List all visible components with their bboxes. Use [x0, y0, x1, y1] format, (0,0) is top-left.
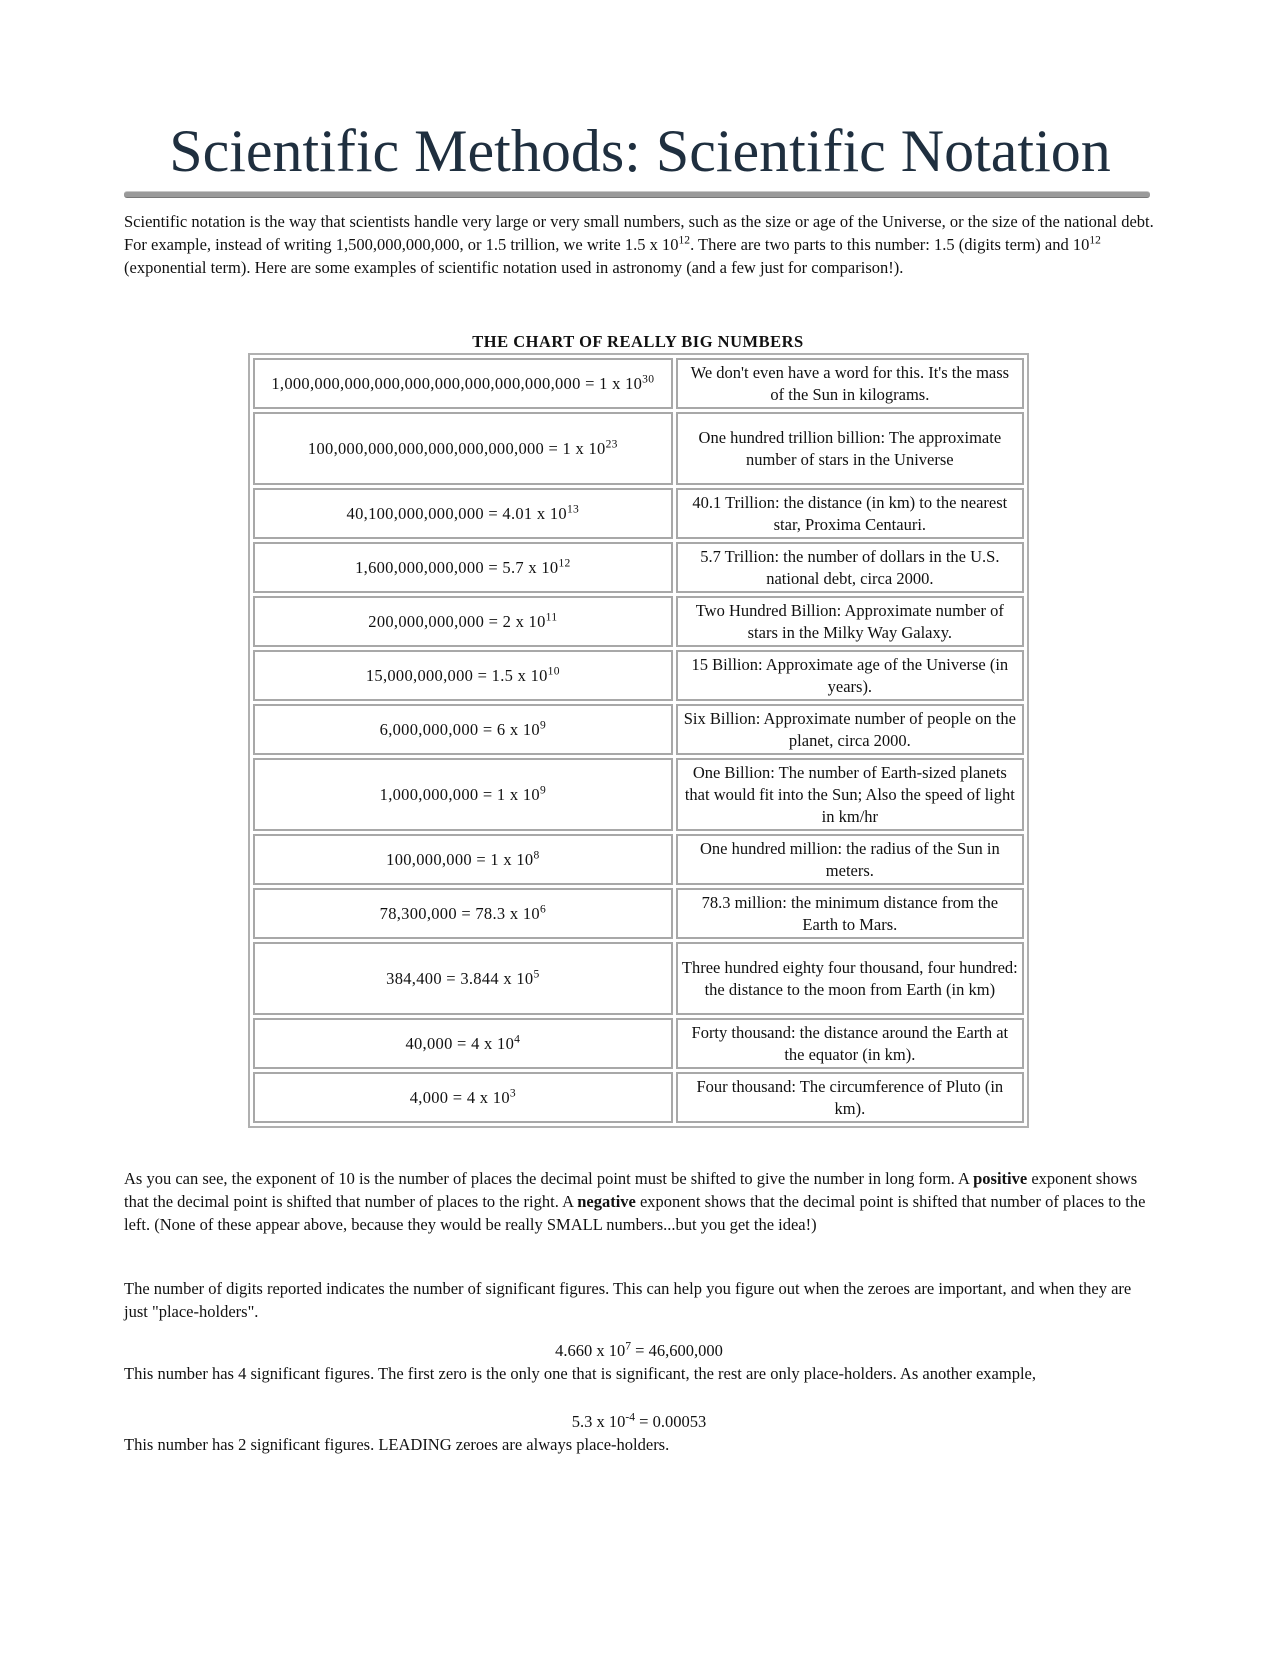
number-cell [253, 704, 673, 755]
table-row [253, 650, 1024, 701]
positive-term: positive [973, 1169, 1028, 1188]
intro-text-3: (exponential term). Here are some examples of scientific notation used in astronomy (and a few just for comparison!). [124, 258, 904, 277]
table-row [253, 888, 1024, 939]
number-value: 6,000,000,000 = 6 x 10 [379, 719, 540, 739]
table-row [253, 358, 1024, 409]
table-row [253, 704, 1024, 755]
description-cell: Forty thousand: the distance around the Earth at the equator (in km). [676, 1018, 1024, 1069]
example-1-exponent: 7 [625, 1340, 632, 1353]
number-value: 100,000,000,000,000,000,000,000 = 1 x 10 [307, 438, 606, 458]
number-value: 200,000,000,000 = 2 x 10 [368, 611, 546, 631]
chart-title: THE CHART OF REALLY BIG NUMBERS [472, 332, 804, 351]
description-cell: Two Hundred Billion: Approximate number of stars in the Milky Way Galaxy. [676, 596, 1024, 647]
description-cell: Three hundred eighty four thousand, four hundred: the distance to the moon from Earth (in km) [676, 942, 1024, 1015]
page-title: Scientific Methods: Scientific Notation [169, 118, 1111, 184]
number-exponent: 30 [642, 373, 655, 386]
table-row [253, 412, 1024, 485]
number-value: 1,000,000,000 = 1 x 10 [379, 784, 540, 804]
exponent-text-c: exponent shows that the decimal point is shifted that number of places to the left. (None of these appear above, because they would be really SMALL numbers...but you get the idea!) [124, 1192, 1146, 1234]
example-1-lhs: 4.660 x 10 [555, 1341, 626, 1360]
number-exponent: 3 [509, 1087, 516, 1100]
title-divider [124, 191, 1150, 198]
number-value: 78,300,000 = 78.3 x 10 [379, 903, 540, 923]
intro-exponent-1: 12 [678, 234, 691, 247]
number-exponent: 11 [545, 611, 558, 624]
number-value: 40,000 = 4 x 10 [405, 1033, 515, 1053]
table-row [253, 1018, 1024, 1069]
number-cell [253, 758, 673, 831]
number-value: 1,000,000,000,000,000,000,000,000,000,000 = 1 x 10 [271, 373, 643, 393]
example-1-note: This number has 4 significant figures. The first zero is the only one that is significant, the rest are only place-holders. As another example, [124, 1364, 1036, 1383]
number-cell [253, 1072, 673, 1123]
table-row [253, 596, 1024, 647]
sigfig-paragraph: The number of digits reported indicates the number of significant figures. This can help you figure out when the zeroes are important, and when they are just "place-holders". [124, 1279, 1132, 1321]
description-cell: Four thousand: The circumference of Pluto (in km). [676, 1072, 1024, 1123]
number-cell [253, 1018, 673, 1069]
table-row [253, 942, 1024, 1015]
description-cell: 15 Billion: Approximate age of the Universe (in years). [676, 650, 1024, 701]
example-equation-1 [124, 1339, 1154, 1362]
table-row [253, 834, 1024, 885]
table-row [253, 758, 1024, 831]
number-value: 40,100,000,000,000 = 4.01 x 10 [346, 503, 567, 523]
number-cell [253, 412, 673, 485]
description-cell: One Billion: The number of Earth-sized planets that would fit into the Sun; Also the speed of light in km/hr [676, 758, 1024, 831]
example-2-note: This number has 2 significant figures. LEADING zeroes are always place-holders. [124, 1435, 670, 1454]
number-cell [253, 542, 673, 593]
negative-term: negative [577, 1192, 636, 1211]
number-exponent: 5 [533, 968, 540, 981]
description-cell: We don't even have a word for this. It's the mass of the Sun in kilograms. [676, 358, 1024, 409]
example-2-lhs: 5.3 x 10 [571, 1412, 626, 1431]
exponent-text-b: exponent shows that the decimal point is shifted that number of places to the right. A [124, 1169, 1138, 1211]
exponent-paragraph [124, 1167, 1154, 1236]
number-cell [253, 488, 673, 539]
big-numbers-table [248, 353, 1029, 1128]
number-value: 15,000,000,000 = 1.5 x 10 [365, 665, 548, 685]
number-cell [253, 888, 673, 939]
example-1-rhs: = 46,600,000 [631, 1341, 723, 1360]
intro-paragraph [124, 210, 1154, 279]
intro-text-2: . There are two parts to this number: 1.5 (digits term) and 10 [690, 235, 1090, 254]
intro-exponent-2: 12 [1089, 234, 1101, 247]
exponent-text-a: As you can see, the exponent of 10 is the number of places the decimal point must be shifted to give the number in long form. A [124, 1169, 974, 1188]
number-exponent: 23 [605, 438, 618, 451]
description-cell: Six Billion: Approximate number of people on the planet, circa 2000. [676, 704, 1024, 755]
number-cell [253, 596, 673, 647]
number-exponent: 12 [558, 557, 571, 570]
number-value: 384,400 = 3.844 x 10 [386, 968, 534, 988]
number-value: 100,000,000 = 1 x 10 [386, 849, 534, 869]
description-cell: One hundred trillion billion: The approximate number of stars in the Universe [676, 412, 1024, 485]
number-exponent: 8 [533, 849, 540, 862]
number-cell [253, 942, 673, 1015]
description-cell: 40.1 Trillion: the distance (in km) to the nearest star, Proxima Centauri. [676, 488, 1024, 539]
table-row [253, 488, 1024, 539]
description-cell: 78.3 million: the minimum distance from the Earth to Mars. [676, 888, 1024, 939]
example-2-exponent: -4 [625, 1411, 636, 1424]
description-cell: One hundred million: the radius of the Sun in meters. [676, 834, 1024, 885]
table-row [253, 1072, 1024, 1123]
number-exponent: 13 [566, 503, 580, 516]
description-cell: 5.7 Trillion: the number of dollars in the U.S. national debt, circa 2000. [676, 542, 1024, 593]
number-exponent: 9 [539, 784, 547, 797]
number-cell [253, 650, 673, 701]
number-value: 4,000 = 4 x 10 [409, 1087, 510, 1107]
number-exponent: 9 [539, 719, 547, 732]
example-2-rhs: = 0.00053 [635, 1412, 707, 1431]
table-row [253, 542, 1024, 593]
number-cell [253, 358, 673, 409]
number-exponent: 6 [539, 903, 547, 916]
number-exponent: 10 [547, 665, 560, 678]
number-exponent: 4 [514, 1033, 521, 1046]
intro-text-1: Scientific notation is the way that scientists handle very large or very small numbers, such as the size or age of the Universe, or the size of the national debt. For example, instead of writing 1,500,000,000,000, or 1.5 trillion, we write 1.5 x 10 [124, 212, 1154, 254]
example-equation-2 [124, 1410, 1154, 1433]
number-value: 1,600,000,000,000 = 5.7 x 10 [355, 557, 559, 577]
number-cell [253, 834, 673, 885]
